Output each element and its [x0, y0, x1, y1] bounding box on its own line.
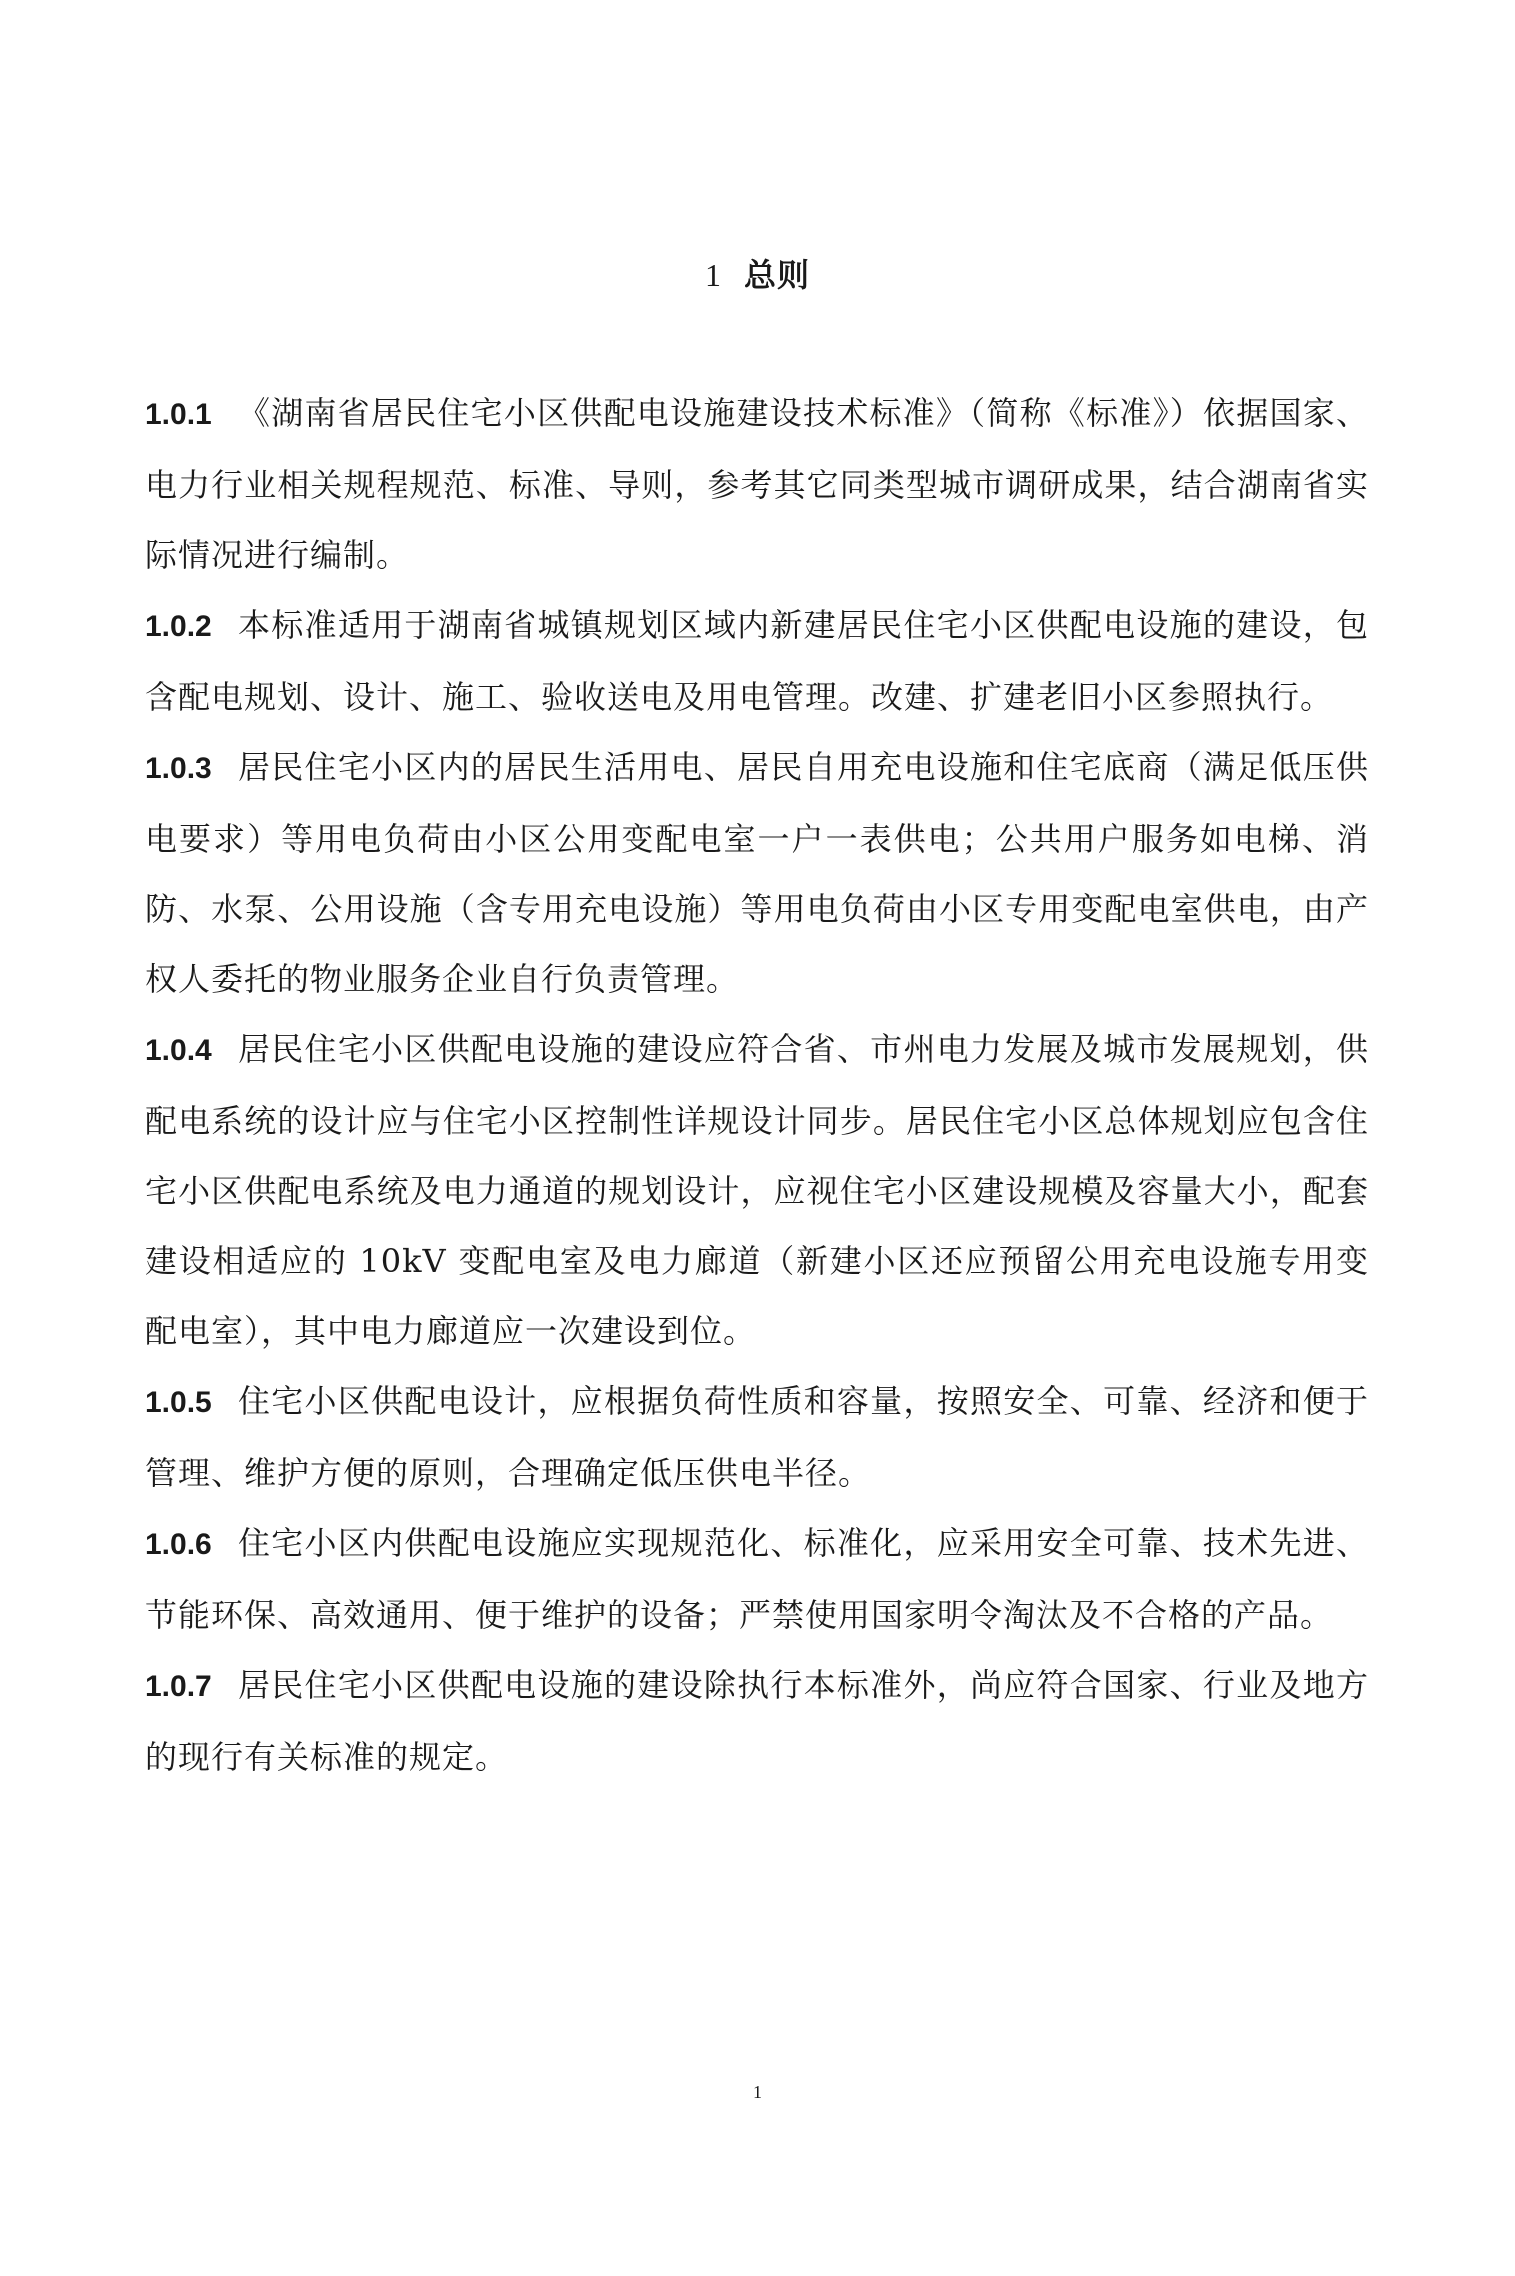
clause-text: 居民住宅小区供配电设施的建设除执行本标准外，尚应符合国家、行业及地方的现行有关标准的规定。	[145, 1666, 1369, 1776]
clause-number: 1.0.3	[145, 752, 212, 785]
chapter-heading: 总则	[743, 256, 810, 294]
clause-1-0-2	[145, 590, 1369, 732]
clause-1-0-4	[145, 1014, 1369, 1366]
page-number: 1	[753, 2082, 762, 2102]
clause-list	[145, 378, 1369, 1792]
clause-text: 居民住宅小区内的居民生活用电、居民自用充电设施和住宅底商（满足低压供电要求）等用电负荷由小区公用变配电室一户一表供电；公共用户服务如电梯、消防、水泵、公用设施（含专用充电设施）等用电负荷由小区专用变配电室供电，由产权人委托的物业服务企业自行负责管理。	[145, 748, 1369, 998]
clause-number: 1.0.5	[145, 1386, 212, 1419]
clause-number: 1.0.6	[145, 1528, 212, 1561]
clause-1-0-6	[145, 1508, 1369, 1650]
chapter-number: 1	[704, 257, 722, 293]
clause-number: 1.0.4	[145, 1034, 212, 1067]
clause-1-0-7	[145, 1650, 1369, 1792]
clause-text: 住宅小区内供配电设施应实现规范化、标准化，应采用安全可靠、技术先进、节能环保、高效通用、便于维护的设备；严禁使用国家明令淘汰及不合格的产品。	[145, 1524, 1369, 1634]
clause-number: 1.0.7	[145, 1670, 212, 1703]
clause-1-0-3	[145, 732, 1369, 1014]
clause-text: 住宅小区供配电设计，应根据负荷性质和容量，按照安全、可靠、经济和便于管理、维护方便的原则，合理确定低压供电半径。	[145, 1382, 1369, 1492]
clause-number: 1.0.2	[145, 610, 212, 643]
clause-text: 《湖南省居民住宅小区供配电设施建设技术标准》（简称《标准》）依据国家、电力行业相关规程规范、标准、导则，参考其它同类型城市调研成果，结合湖南省实际情况进行编制。	[145, 394, 1369, 574]
chapter-title	[0, 250, 1515, 296]
clause-number: 1.0.1	[145, 398, 212, 431]
clause-1-0-5	[145, 1366, 1369, 1508]
clause-1-0-1	[145, 378, 1369, 590]
clause-text: 居民住宅小区供配电设施的建设应符合省、市州电力发展及城市发展规划，供配电系统的设计应与住宅小区控制性详规设计同步。居民住宅小区总体规划应包含住宅小区供配电系统及电力通道的规划设计，应视住宅小区建设规模及容量大小，配套建设相适应的 10kV 变配电室及电力廊道（新建小区还应预留公用充电设施专用变配电室），其中电力廊道应一次建设到位。	[145, 1030, 1369, 1350]
clause-text: 本标准适用于湖南省城镇规划区域内新建居民住宅小区供配电设施的建设，包含配电规划、设计、施工、验收送电及用电管理。改建、扩建老旧小区参照执行。	[145, 606, 1369, 716]
